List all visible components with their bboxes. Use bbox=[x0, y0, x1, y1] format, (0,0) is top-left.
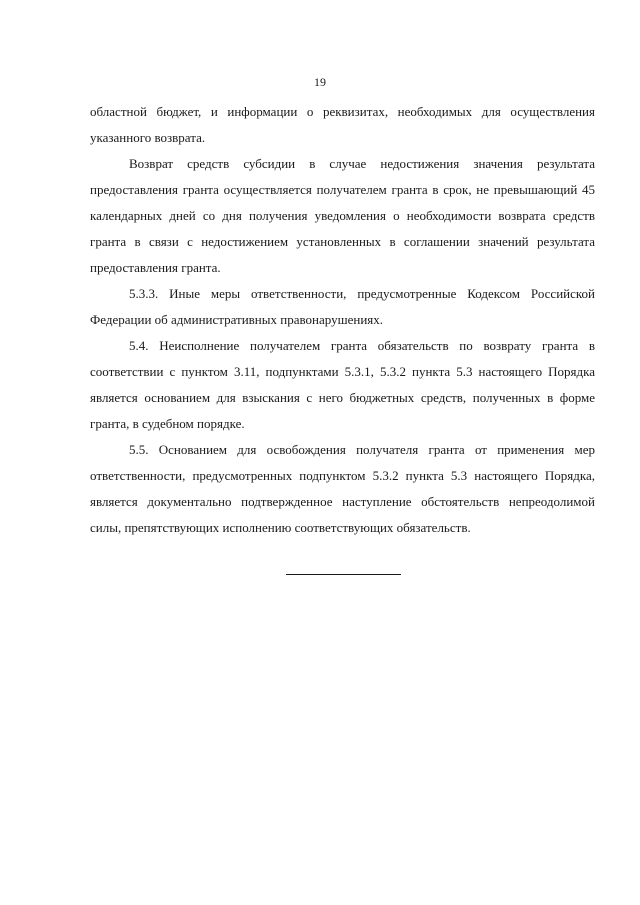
paragraph-5-3-3: 5.3.3. Иные меры ответственности, предусмотренные Кодексом Российской Федерации об административных правонарушениях. bbox=[90, 286, 595, 327]
paragraph-continuation: областной бюджет, и информации о реквизитах, необходимых для осуществления указанного возврата. bbox=[90, 104, 595, 145]
paragraph-subsidy-return: Возврат средств субсидии в случае недостижения значения результата предоставления гранта осуществляется получателем гранта в срок, не превышающий 45 календарных дней со дня получения уведомления о необходимости возврата средств гранта в связи с недостижением установленных в соглашении значений результата предоставления гранта. bbox=[90, 156, 595, 275]
page-number: 19 bbox=[314, 75, 326, 89]
document-body bbox=[90, 99, 595, 541]
end-of-document-rule bbox=[286, 574, 401, 575]
paragraph-5-4: 5.4. Неисполнение получателем гранта обязательств по возврату гранта в соответствии с пунктом 3.11, подпунктами 5.3.1, 5.3.2 пункта 5.3 настоящего Порядка является основанием для взыскания с него бюджетных средств, полученных в форме гранта, в судебном порядке. bbox=[90, 338, 595, 431]
paragraph-5-5: 5.5. Основанием для освобождения получателя гранта от применения мер ответственности, предусмотренных подпунктом 5.3.2 пункта 5.3 настоящего Порядка, является документально подтвержденное наступление обстоятельств непреодолимой силы, препятствующих исполнению соответствующих обязательств. bbox=[90, 442, 595, 535]
